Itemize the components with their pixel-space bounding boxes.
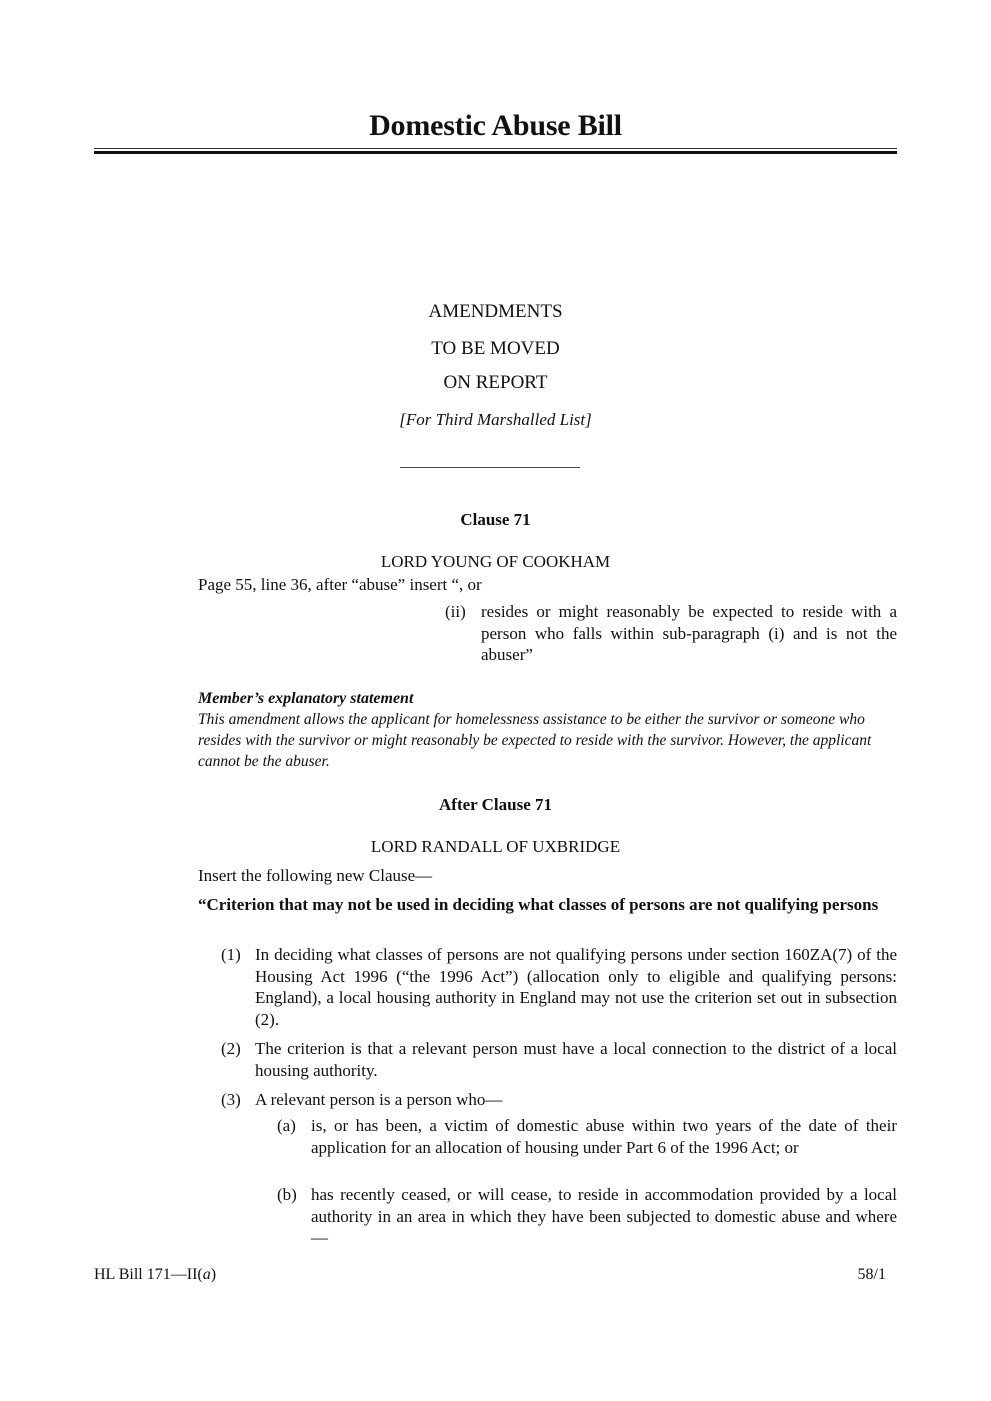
paragraph-number: (b) (277, 1185, 297, 1204)
subsection-text: In deciding what classes of persons are not qualifying persons under section 160ZA(7) of the Housing Act 1996 (“the 1996 Act”) (allocation only to eligible and qualifying persons: England), a local housing authority in England may not use the criterion set out in subsection (2). (255, 945, 897, 1029)
member-name: LORD YOUNG OF COOKHAM (380, 552, 611, 571)
explanatory-statement-text: This amendment allows the applicant for homelessness assistance to be either the survivor or someone who resides with the survivor or might reasonably be expected to reside with the survivor. However, the applicant cannot be the abuser. (198, 711, 872, 770)
member-name: LORD RANDALL OF UXBRIDGE (370, 837, 621, 856)
cover-amendments: AMENDMENTS (428, 301, 563, 322)
page-reference: 58/1 (857, 1266, 886, 1283)
paragraph-text: has recently ceased, or will cease, to reside in accommodation provided by a local authority in an area in which they have been subjected to domestic abuse and where— (311, 1185, 897, 1247)
bill-reference-suffix: ) (210, 1266, 217, 1283)
paragraph-number: (a) (277, 1116, 296, 1135)
paragraph-text: is, or has been, a victim of domestic abuse within two years of the date of their application for an allocation of housing under Part 6 of the 1996 Act; or (311, 1116, 897, 1157)
section-divider (400, 467, 580, 468)
cover-list-note: [For Third Marshalled List] (399, 410, 592, 429)
amendment-instruction: Page 55, line 36, after “abuse” insert “, or (198, 575, 482, 594)
bill-reference-prefix: HL Bill 171—II( (94, 1266, 203, 1283)
after-clause-heading: After Clause 71 (439, 795, 552, 814)
clause-heading: Clause 71 (460, 510, 531, 529)
subsection-text: The criterion is that a relevant person must have a local connection to the district of a local housing authority. (255, 1039, 897, 1080)
bill-reference-italic: a (202, 1266, 211, 1283)
subsection-number: (1) (221, 945, 241, 964)
new-clause-title: “Criterion that may not be used in deciding what classes of persons are not qualifying persons (198, 895, 879, 914)
subsection-number: (2) (221, 1039, 241, 1058)
subsection-text: A relevant person is a person who— (255, 1090, 503, 1109)
document-title: Domestic Abuse Bill (369, 109, 622, 142)
title-rule-thick (94, 151, 897, 154)
subsection-number: (3) (221, 1090, 241, 1109)
item-text: resides or might reasonably be expected to reside with a person who falls within sub-paragraph (i) and is not the abuser” (481, 602, 897, 664)
amendment-instruction: Insert the following new Clause— (198, 866, 433, 885)
item-number: (ii) (445, 602, 466, 621)
title-rule-thin (94, 148, 897, 149)
bill-reference (94, 1265, 216, 1285)
cover-on-report: ON REPORT (443, 372, 548, 393)
cover-to-be-moved: TO BE MOVED (431, 338, 560, 359)
explanatory-statement-title: Member’s explanatory statement (198, 690, 414, 707)
